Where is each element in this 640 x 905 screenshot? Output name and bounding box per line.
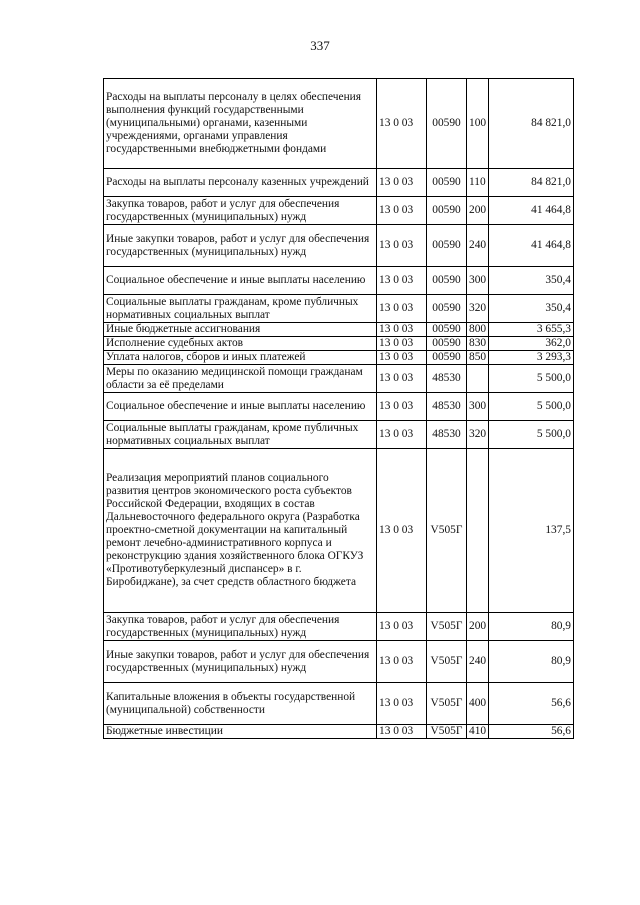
row-vr-cell: 240 [467,225,489,267]
row-amount-cell: 80,9 [489,613,574,641]
row-vr-cell [467,365,489,393]
table-row [104,365,574,393]
table-row [104,449,574,613]
row-name-cell: Социальное обеспечение и иные выплаты населению [104,393,377,421]
row-vr-cell: 320 [467,295,489,323]
row-vr-cell: 240 [467,641,489,683]
table-row [104,613,574,641]
row-vr-cell: 300 [467,267,489,295]
row-vr-cell: 200 [467,197,489,225]
table-row [104,79,574,169]
row-name-cell: Иные закупки товаров, работ и услуг для обеспечения государственных (муниципальных) нужд [104,225,377,267]
row-item-cell: 00590 [427,79,467,169]
row-item-cell: V505Г [427,613,467,641]
row-item-cell: 48530 [427,421,467,449]
row-name-cell: Уплата налогов, сборов и иных платежей [104,351,377,365]
row-name-cell: Расходы на выплаты персоналу в целях обеспечения выполнения функций государственными (муниципальными) органами, казенными учреждениями, органами управления государственными внебюджетными фондами [104,79,377,169]
row-item-cell: 00590 [427,197,467,225]
row-section-cell: 13 0 03 [377,337,427,351]
row-name-cell: Социальное обеспечение и иные выплаты населению [104,267,377,295]
table-row [104,351,574,365]
row-section-cell: 13 0 03 [377,79,427,169]
row-item-cell: 48530 [427,393,467,421]
table-row [104,169,574,197]
row-item-cell: 00590 [427,337,467,351]
row-item-cell: 00590 [427,351,467,365]
row-amount-cell: 56,6 [489,683,574,725]
row-section-cell: 13 0 03 [377,351,427,365]
table-row [104,197,574,225]
row-name-cell: Меры по оказанию медицинской помощи гражданам области за её пределами [104,365,377,393]
row-vr-cell: 320 [467,421,489,449]
row-vr-cell: 100 [467,79,489,169]
page-number: 337 [310,38,330,53]
row-item-cell: V505Г [427,641,467,683]
row-vr-cell: 410 [467,725,489,739]
row-item-cell: 48530 [427,365,467,393]
row-section-cell: 13 0 03 [377,225,427,267]
row-amount-cell: 5 500,0 [489,421,574,449]
row-vr-cell: 110 [467,169,489,197]
row-name-cell: Бюджетные инвестиции [104,725,377,739]
row-name-cell: Закупка товаров, работ и услуг для обеспечения государственных (муниципальных) нужд [104,613,377,641]
table-row [104,641,574,683]
row-name-cell: Расходы на выплаты персоналу казенных учреждений [104,169,377,197]
row-amount-cell: 137,5 [489,449,574,613]
row-vr-cell: 830 [467,337,489,351]
table-row [104,323,574,337]
row-item-cell: V505Г [427,683,467,725]
row-item-cell: V505Г [427,449,467,613]
row-section-cell: 13 0 03 [377,683,427,725]
row-name-cell: Закупка товаров, работ и услуг для обеспечения государственных (муниципальных) нужд [104,197,377,225]
table-row [104,225,574,267]
table-row [104,337,574,351]
row-section-cell: 13 0 03 [377,393,427,421]
table-row [104,421,574,449]
table-row [104,725,574,739]
row-name-cell: Социальные выплаты гражданам, кроме публичных нормативных социальных выплат [104,295,377,323]
row-amount-cell: 362,0 [489,337,574,351]
budget-table [103,78,574,739]
row-vr-cell: 850 [467,351,489,365]
row-vr-cell: 200 [467,613,489,641]
row-name-cell: Реализация мероприятий планов социального развития центров экономического роста субъектов Российской Федерации, входящих в состав Дальневосточного федерального округа (Разработка проектно-сметной документации на капитальный ремонт лечебно-административного корпуса и реконструкцию здания хозяйственного блока ОГКУЗ «Противотуберкулезный диспансер» в г. Биробиджане), за счет средств областного бюджета [104,449,377,613]
row-vr-cell [467,449,489,613]
row-item-cell: 00590 [427,225,467,267]
row-amount-cell: 41 464,8 [489,197,574,225]
row-amount-cell: 84 821,0 [489,169,574,197]
row-amount-cell: 3 293,3 [489,351,574,365]
row-item-cell: V505Г [427,725,467,739]
table-row [104,683,574,725]
row-amount-cell: 56,6 [489,725,574,739]
table-row [104,393,574,421]
row-item-cell: 00590 [427,267,467,295]
row-section-cell: 13 0 03 [377,449,427,613]
row-name-cell: Иные закупки товаров, работ и услуг для обеспечения государственных (муниципальных) нужд [104,641,377,683]
row-name-cell: Исполнение судебных актов [104,337,377,351]
row-item-cell: 00590 [427,323,467,337]
row-section-cell: 13 0 03 [377,169,427,197]
row-amount-cell: 80,9 [489,641,574,683]
row-name-cell: Капитальные вложения в объекты государственной (муниципальной) собственности [104,683,377,725]
row-section-cell: 13 0 03 [377,365,427,393]
row-section-cell: 13 0 03 [377,725,427,739]
row-name-cell: Иные бюджетные ассигнования [104,323,377,337]
row-item-cell: 00590 [427,169,467,197]
row-section-cell: 13 0 03 [377,197,427,225]
row-item-cell: 00590 [427,295,467,323]
row-amount-cell: 5 500,0 [489,365,574,393]
row-section-cell: 13 0 03 [377,641,427,683]
row-amount-cell: 84 821,0 [489,79,574,169]
row-amount-cell: 5 500,0 [489,393,574,421]
table-row [104,267,574,295]
row-section-cell: 13 0 03 [377,267,427,295]
row-amount-cell: 350,4 [489,267,574,295]
row-amount-cell: 41 464,8 [489,225,574,267]
row-amount-cell: 350,4 [489,295,574,323]
row-vr-cell: 300 [467,393,489,421]
row-section-cell: 13 0 03 [377,421,427,449]
row-section-cell: 13 0 03 [377,295,427,323]
row-section-cell: 13 0 03 [377,323,427,337]
budget-table-body [104,79,574,739]
row-name-cell: Социальные выплаты гражданам, кроме публичных нормативных социальных выплат [104,421,377,449]
row-vr-cell: 800 [467,323,489,337]
row-vr-cell: 400 [467,683,489,725]
row-amount-cell: 3 655,3 [489,323,574,337]
row-section-cell: 13 0 03 [377,613,427,641]
table-row [104,295,574,323]
